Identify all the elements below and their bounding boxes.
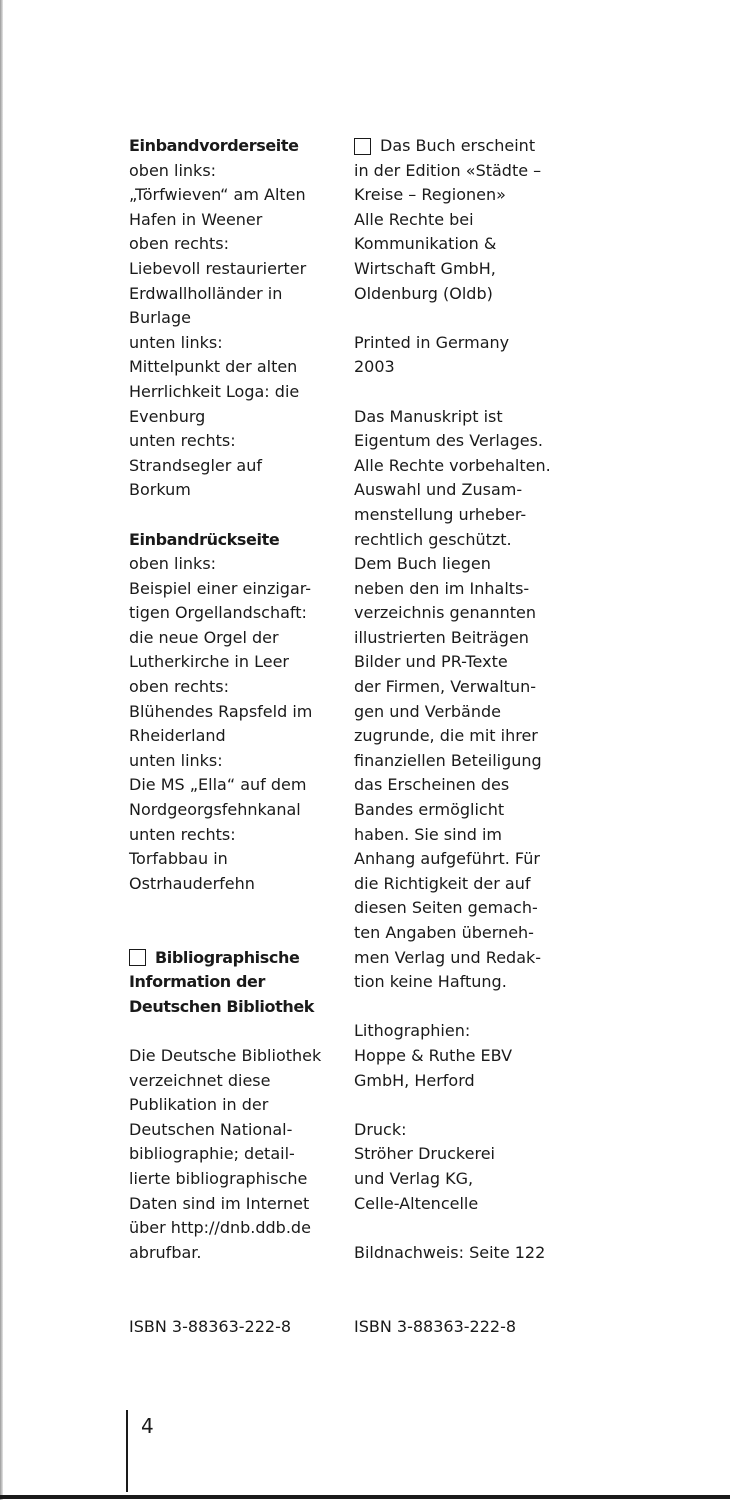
bibliography-line: Die Deutsche Bibliothek [129, 1045, 322, 1065]
front-cover-line: Burlage [129, 308, 191, 328]
front-cover-heading: Einbandvorderseite [129, 136, 299, 155]
folio-rule [126, 1410, 128, 1492]
bibliography-heading-line: Bibliographische [155, 947, 300, 967]
back-cover-line: Blühendes Rapsfeld im [129, 701, 313, 721]
left-column [129, 134, 369, 1265]
back-cover-line: unten links: [129, 750, 223, 770]
back-cover-heading: Einbandrückseite [129, 529, 280, 549]
manuscript-line: Anhang aufgeführt. Für [354, 849, 540, 869]
front-cover-line: Strandsegler auf [129, 455, 262, 475]
printed-line: Printed in Germany [354, 332, 510, 352]
back-cover-line: oben links: [129, 554, 217, 574]
page-edge-shadow [0, 0, 3, 1500]
bottom-rule [0, 1495, 730, 1499]
back-cover-line: unten rechts: [129, 824, 236, 844]
manuscript-line: die Richtigkeit der auf [354, 873, 531, 893]
back-cover-line: Rheiderland [129, 726, 226, 746]
edition-first-line [354, 134, 594, 159]
manuscript-line: verzeichnis genannten [354, 603, 537, 623]
manuscript-line: gen und Verbände [354, 701, 501, 721]
manuscript-line: zugrunde, die mit ihrer [354, 726, 538, 746]
manuscript-section [354, 405, 594, 995]
back-cover-line: Beispiel einer einzigar- [129, 578, 312, 598]
manuscript-line: men Verlag und Redak- [354, 947, 542, 967]
front-cover-line: Herrlichkeit Loga: die [129, 381, 300, 401]
manuscript-line: Bilder und PR-Texte [354, 652, 508, 672]
litho-line: Lithographien: [354, 1021, 471, 1041]
front-cover-line: Borkum [129, 480, 191, 500]
front-cover-line: unten links: [129, 332, 223, 352]
print-line: Ströher Druckerei [354, 1144, 495, 1164]
photo-credits: Bildnachweis: Seite 122 [354, 1242, 546, 1262]
bibliography-heading-line: Information der [129, 972, 265, 992]
bibliography-line: verzeichnet diese [129, 1070, 271, 1090]
bibliography-heading [129, 946, 369, 971]
page-number: 4 [141, 1414, 154, 1438]
edition-line: Das Buch erscheint [380, 136, 536, 155]
bibliography-line: Publikation in der [129, 1095, 269, 1115]
manuscript-line: Dem Buch liegen [354, 554, 491, 574]
right-column [354, 134, 594, 1265]
manuscript-line: finanziellen Beteiligung [354, 750, 542, 770]
print-line: und Verlag KG, [354, 1168, 474, 1188]
manuscript-line: neben den im Inhalts- [354, 578, 530, 598]
manuscript-line: Auswahl und Zusam- [354, 480, 523, 500]
manuscript-line: menstellung urheber- [354, 504, 527, 524]
front-cover-line: „Törfwieven“ am Alten [129, 185, 306, 205]
manuscript-line: haben. Sie sind im [354, 824, 502, 844]
front-cover-section [129, 134, 369, 503]
printed-section [354, 331, 594, 380]
print-section [354, 1118, 594, 1216]
back-cover-line: Lutherkirche in Leer [129, 652, 289, 672]
manuscript-line: Eigentum des Verlages. [354, 431, 543, 451]
front-cover-line: Liebevoll restaurierter [129, 258, 307, 278]
bibliography-section [129, 946, 369, 1266]
bibliography-line: lierte bibliographische [129, 1168, 308, 1188]
manuscript-line: illustrierten Beiträgen [354, 627, 529, 647]
front-cover-line: Evenburg [129, 406, 206, 426]
litho-section [354, 1019, 594, 1093]
edition-line: Alle Rechte bei [354, 209, 474, 229]
back-cover-line: die neue Orgel der [129, 627, 279, 647]
front-cover-line: oben links: [129, 160, 217, 180]
back-cover-line: Ostrhauderfehn [129, 873, 255, 893]
isbn-left: ISBN 3-88363-222-8 [129, 1317, 292, 1336]
bibliography-line: über http://dnb.ddb.de [129, 1218, 311, 1238]
manuscript-line: ten Angaben überneh- [354, 923, 534, 942]
back-cover-line: Torfabbau in [129, 849, 228, 869]
front-cover-line: oben rechts: [129, 234, 230, 254]
print-line: Druck: [354, 1119, 407, 1139]
edition-line: Oldenburg (Oldb) [354, 283, 493, 303]
manuscript-line: rechtlich geschützt. [354, 529, 512, 549]
bibliography-line: Deutschen National- [129, 1119, 293, 1139]
edition-line: Wirtschaft GmbH, [354, 258, 496, 278]
back-cover-line: tigen Orgellandschaft: [129, 603, 307, 623]
edition-line: Kommunikation & [354, 234, 497, 254]
edition-line: in der Edition «Städte – [354, 160, 542, 180]
checkbox-square-icon [129, 949, 146, 966]
bibliography-line: Daten sind im Internet [129, 1193, 310, 1213]
bibliography-line: abrufbar. [129, 1242, 202, 1262]
front-cover-line: Mittelpunkt der alten [129, 357, 298, 377]
manuscript-line: diesen Seiten gemach- [354, 898, 538, 918]
manuscript-line: Alle Rechte vorbehalten. [354, 455, 551, 475]
front-cover-line: Hafen in Weener [129, 209, 263, 229]
checkbox-square-icon [354, 138, 371, 155]
edition-line: Kreise – Regionen» [354, 185, 506, 205]
manuscript-line: der Firmen, Verwaltun- [354, 677, 536, 697]
back-cover-line: Die MS „Ella“ auf dem [129, 775, 307, 795]
print-line: Celle-Altencelle [354, 1193, 479, 1213]
bibliography-line: bibliographie; detail- [129, 1144, 295, 1164]
back-cover-section [129, 528, 369, 897]
bibliography-heading-line: Deutschen Bibliothek [129, 996, 315, 1016]
front-cover-line: unten rechts: [129, 431, 236, 451]
back-cover-line: oben rechts: [129, 677, 230, 697]
isbn-right: ISBN 3-88363-222-8 [354, 1317, 517, 1336]
edition-section [354, 134, 594, 306]
manuscript-line: das Erscheinen des [354, 775, 510, 795]
manuscript-line: tion keine Haftung. [354, 972, 507, 992]
back-cover-line: Nordgeorgsfehnkanal [129, 800, 301, 820]
manuscript-line: Bandes ermöglicht [354, 800, 505, 820]
printed-line: 2003 [354, 357, 395, 377]
litho-line: Hoppe & Ruthe EBV [354, 1045, 513, 1065]
manuscript-line: Das Manuskript ist [354, 406, 503, 426]
front-cover-line: Erdwallholländer in [129, 283, 283, 303]
litho-line: GmbH, Herford [354, 1070, 475, 1090]
